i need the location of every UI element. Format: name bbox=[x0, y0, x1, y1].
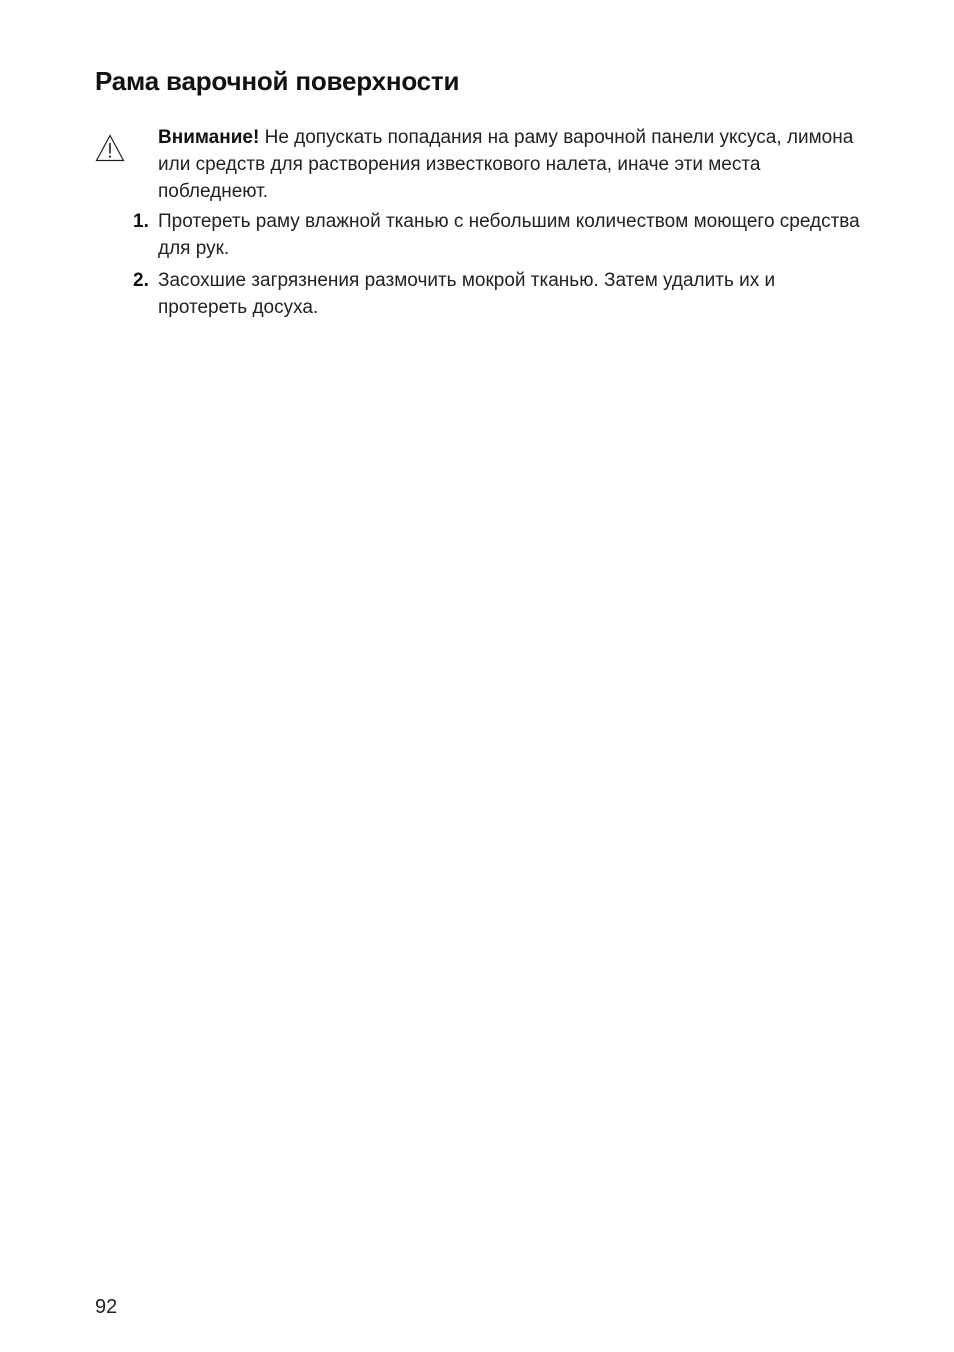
step-text: Засохшие загрязнения размочить мокрой тканью. Затем удалить их и протереть досуха. bbox=[158, 270, 776, 318]
page-title: Рама варочной поверхности bbox=[95, 66, 460, 96]
instruction-steps bbox=[95, 208, 865, 326]
step-text: Протереть раму влажной тканью с небольшим количеством моющего средства для рук. bbox=[158, 211, 860, 259]
warning-triangle-icon bbox=[95, 134, 125, 162]
warning-body: Не допускать попадания на раму варочной панели уксуса, лимона или средств для растворения известкового налета, иначе эти места побледнеют. bbox=[158, 127, 854, 202]
step-item bbox=[95, 267, 865, 321]
warning-notice bbox=[95, 124, 865, 205]
warning-label: Внимание! bbox=[158, 127, 260, 148]
step-number: 2. bbox=[133, 270, 149, 291]
page-number: 92 bbox=[95, 1296, 118, 1318]
step-item bbox=[95, 208, 865, 262]
step-number: 1. bbox=[133, 211, 149, 232]
warning-text bbox=[158, 124, 865, 205]
